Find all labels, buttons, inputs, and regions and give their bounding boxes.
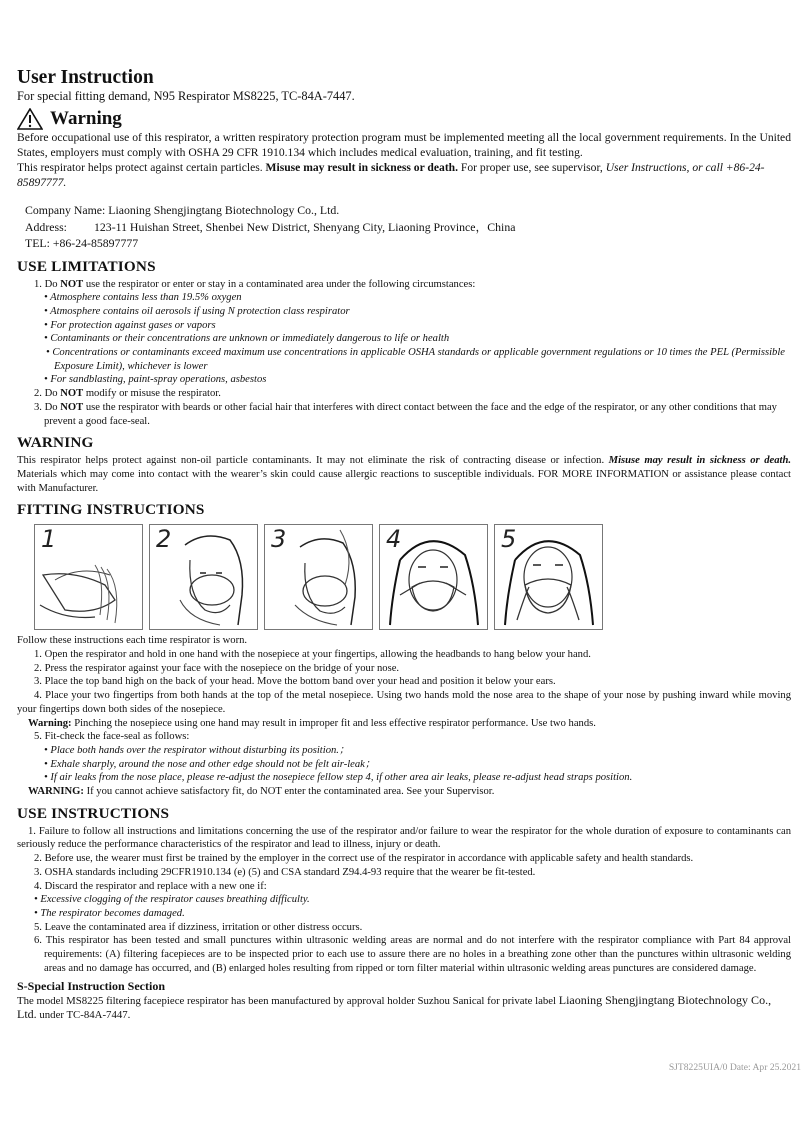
- company-info: [25, 202, 791, 252]
- document-footer: SJT8225UIA/0 Date: Apr 25.2021: [668, 1062, 801, 1073]
- face-with-respirator-icon: [150, 525, 257, 629]
- document-title: User Instruction: [17, 67, 154, 88]
- company-tel-row: TEL: +86-24-85897777: [25, 236, 139, 250]
- warning-heading-text: Warning: [50, 108, 122, 129]
- fitting-figure-5: 5: [494, 524, 603, 630]
- fitting-instructions-heading: FITTING INSTRUCTIONS: [17, 501, 205, 519]
- use-item-6: 6. This respirator has been tested and small punctures within ultrasonic welding areas are normal and do not interfere with the respirator compliance with Part 84 approval requirements: (A) filtering facepieces are to be inspected prior to each use to assure there are no holes in a breathing zone other than the punctures within ultrasonic welding areas and no damage has occurred, and (B) enlarged holes resulting from ripped or torn filter material within ultrasonic welding areas punctures are considered damage.: [34, 935, 791, 974]
- fitting-figure-2: 2: [149, 524, 258, 630]
- special-instruction-heading: S-Special Instruction Section: [17, 978, 166, 993]
- molding-nosepiece-icon: [380, 525, 487, 629]
- fitting-figure-3: 3: [264, 524, 373, 630]
- fit-check-bullet: • Place both hands over the respirator without disturbing its position.；: [44, 744, 350, 756]
- use-item-4-bullet: • Excessive clogging of the respirator causes breathing difficulty.: [34, 894, 310, 906]
- fit-check-bullet: • If air leaks from the nose place, please re-adjust the nosepiece fellow step 4, if other area air leaks, please re-adjust head straps position.: [44, 772, 633, 784]
- limitation-item-3: 3. Do NOT use the respirator with beards or other facial hair that interferes with direct contact between the face and the edge of the respirator, or any other conditions that may prevent a good face-seal.: [34, 401, 777, 427]
- limitation-bullet: • Atmosphere contains oil aerosols if using N protection class respirator: [44, 305, 350, 317]
- use-item-1: 1. Failure to follow all instructions and limitations concerning the use of the respirator and/or failure to wear the respirator for the whole duration of exposure to contaminants can seriously reduce the performance characteristics of the respirator and lead to illness, injury or death.: [17, 825, 791, 851]
- fitting-step: 4. Place your two fingertips from both hands at the top of the metal nosepiece. Using two hands mold the nose area to the shape of your nose by pushing inward while moving your fingertips down both sides of the nosepiece.: [17, 690, 791, 715]
- fitting-warning-2: WARNING: If you cannot achieve satisfactory fit, do NOT enter the contaminated area. See your Supervisor.: [28, 786, 495, 798]
- use-item-2: 2. Before use, the wearer must first be trained by the employer in the correct use of the respirator in accordance with applicable safety and health standards.: [34, 853, 694, 865]
- fitting-figures: [34, 524, 791, 630]
- fitting-figure-4: 4: [379, 524, 488, 630]
- fit-check-bullet: • Exhale sharply, around the nose and other edge should not be felt air-leak；: [44, 758, 376, 770]
- document-page: [17, 67, 805, 1023]
- limitation-bullet: • Atmosphere contains less than 19.5% oxygen: [44, 292, 242, 304]
- warning-heading: [17, 107, 791, 130]
- limitation-bullet: • Concentrations or contaminants exceed maximum use concentrations in applicable OSHA standards or applicable government regulations or 10 times the PEL (Permissible Exposure Limit), whichever is lower: [46, 347, 786, 372]
- fitting-warning-1: Warning: Pinching the nosepiece using one hand may result in improper fit and less effective respirator performance. Use two hands.: [28, 717, 596, 729]
- fitting-lead: Follow these instructions each time respirator is worn.: [17, 635, 248, 647]
- limitation-bullet: • For sandblasting, paint-spray operations, asbestos: [44, 374, 267, 386]
- use-instructions-heading: USE INSTRUCTIONS: [17, 804, 170, 822]
- company-name-row: Company Name: Liaoning Shengjingtang Biotechnology Co., Ltd.: [25, 203, 340, 217]
- warning-triangle-icon: [17, 108, 43, 130]
- fitting-step-5: 5. Fit-check the face-seal as follows:: [34, 731, 190, 743]
- fitting-step: 2. Press the respirator against your face with the nosepiece on the bridge of your nose.: [34, 662, 400, 674]
- warning-section-heading: WARNING: [17, 434, 94, 452]
- use-item-5: 5. Leave the contaminated area if dizziness, irritation or other distress occurs.: [34, 921, 363, 933]
- limitation-bullet: • For protection against gases or vapors: [44, 319, 216, 331]
- hand-holding-respirator-icon: [35, 525, 142, 629]
- use-limitations-heading: USE LIMITATIONS: [17, 257, 156, 275]
- fitting-step: 1. Open the respirator and hold in one hand with the nosepiece at your fingertips, allowing the headbands to hang below your hand.: [34, 649, 591, 661]
- special-instruction-text: The model MS8225 filtering facepiece respirator has been manufactured by approval holder Suzhou Sanical for private label Liaoning Shengjingtang Biotechnology Co., Ltd. under TC-84A-7447.: [17, 992, 772, 1022]
- use-item-3: 3. OSHA standards including 29CFR1910.134 (e) (5) and CSA standard Z94.4-93 require that the wearer be fit-tested.: [34, 866, 536, 878]
- limitation-item-2: 2. Do NOT modify or misuse the respirator.: [34, 388, 221, 400]
- placing-headbands-icon: [265, 525, 372, 629]
- document-subtitle: For special fitting demand, N95 Respirator MS8225, TC-84A-7447.: [17, 89, 355, 103]
- intro-paragraph-1: Before occupational use of this respirator, a written respiratory protection program must be implemented meeting all the local government requirements. In the United States, employers must comply with OSHA 29 CFR 1910.134 which includes medical evaluation, training, and fit testing.: [17, 131, 791, 159]
- use-item-4: 4. Discard the respirator and replace with a new one if:: [34, 880, 267, 892]
- fitting-step: 3. Place the top band high on the back of your head. Move the bottom band over your head and position it below your ears.: [34, 676, 556, 688]
- use-item-4-bullet: • The respirator becomes damaged.: [34, 908, 185, 919]
- intro-paragraph-2: This respirator helps protect against certain particles. Misuse may result in sickness or death. For proper use, see supervisor, User Instructions, or call +86-24-85897777.: [17, 161, 765, 189]
- limitation-bullet: • Contaminants or their concentrations are unknown or immediately dangerous to life or health: [44, 333, 450, 345]
- fitting-figure-1: 1: [34, 524, 143, 630]
- warning-section-text: This respirator helps protect against non-oil particle contaminants. It may not eliminate the risk of contracting disease or infection. Misuse may result in sickness or death. Materials which may come into contact with the wearer’s skin could cause allergic reactions to susceptible individuals. FOR MORE INFORMATION or assistance please contact with Manufacturer.: [17, 455, 805, 494]
- company-address-row: Address: 123-11 Huishan Street, Shenbei New District, Shenyang City, Liaoning Province，China: [25, 219, 516, 234]
- limitation-item-1: 1. Do NOT use the respirator or enter or stay in a contaminated area under the following circumstances:: [34, 278, 476, 290]
- fit-check-icon: [495, 525, 602, 629]
